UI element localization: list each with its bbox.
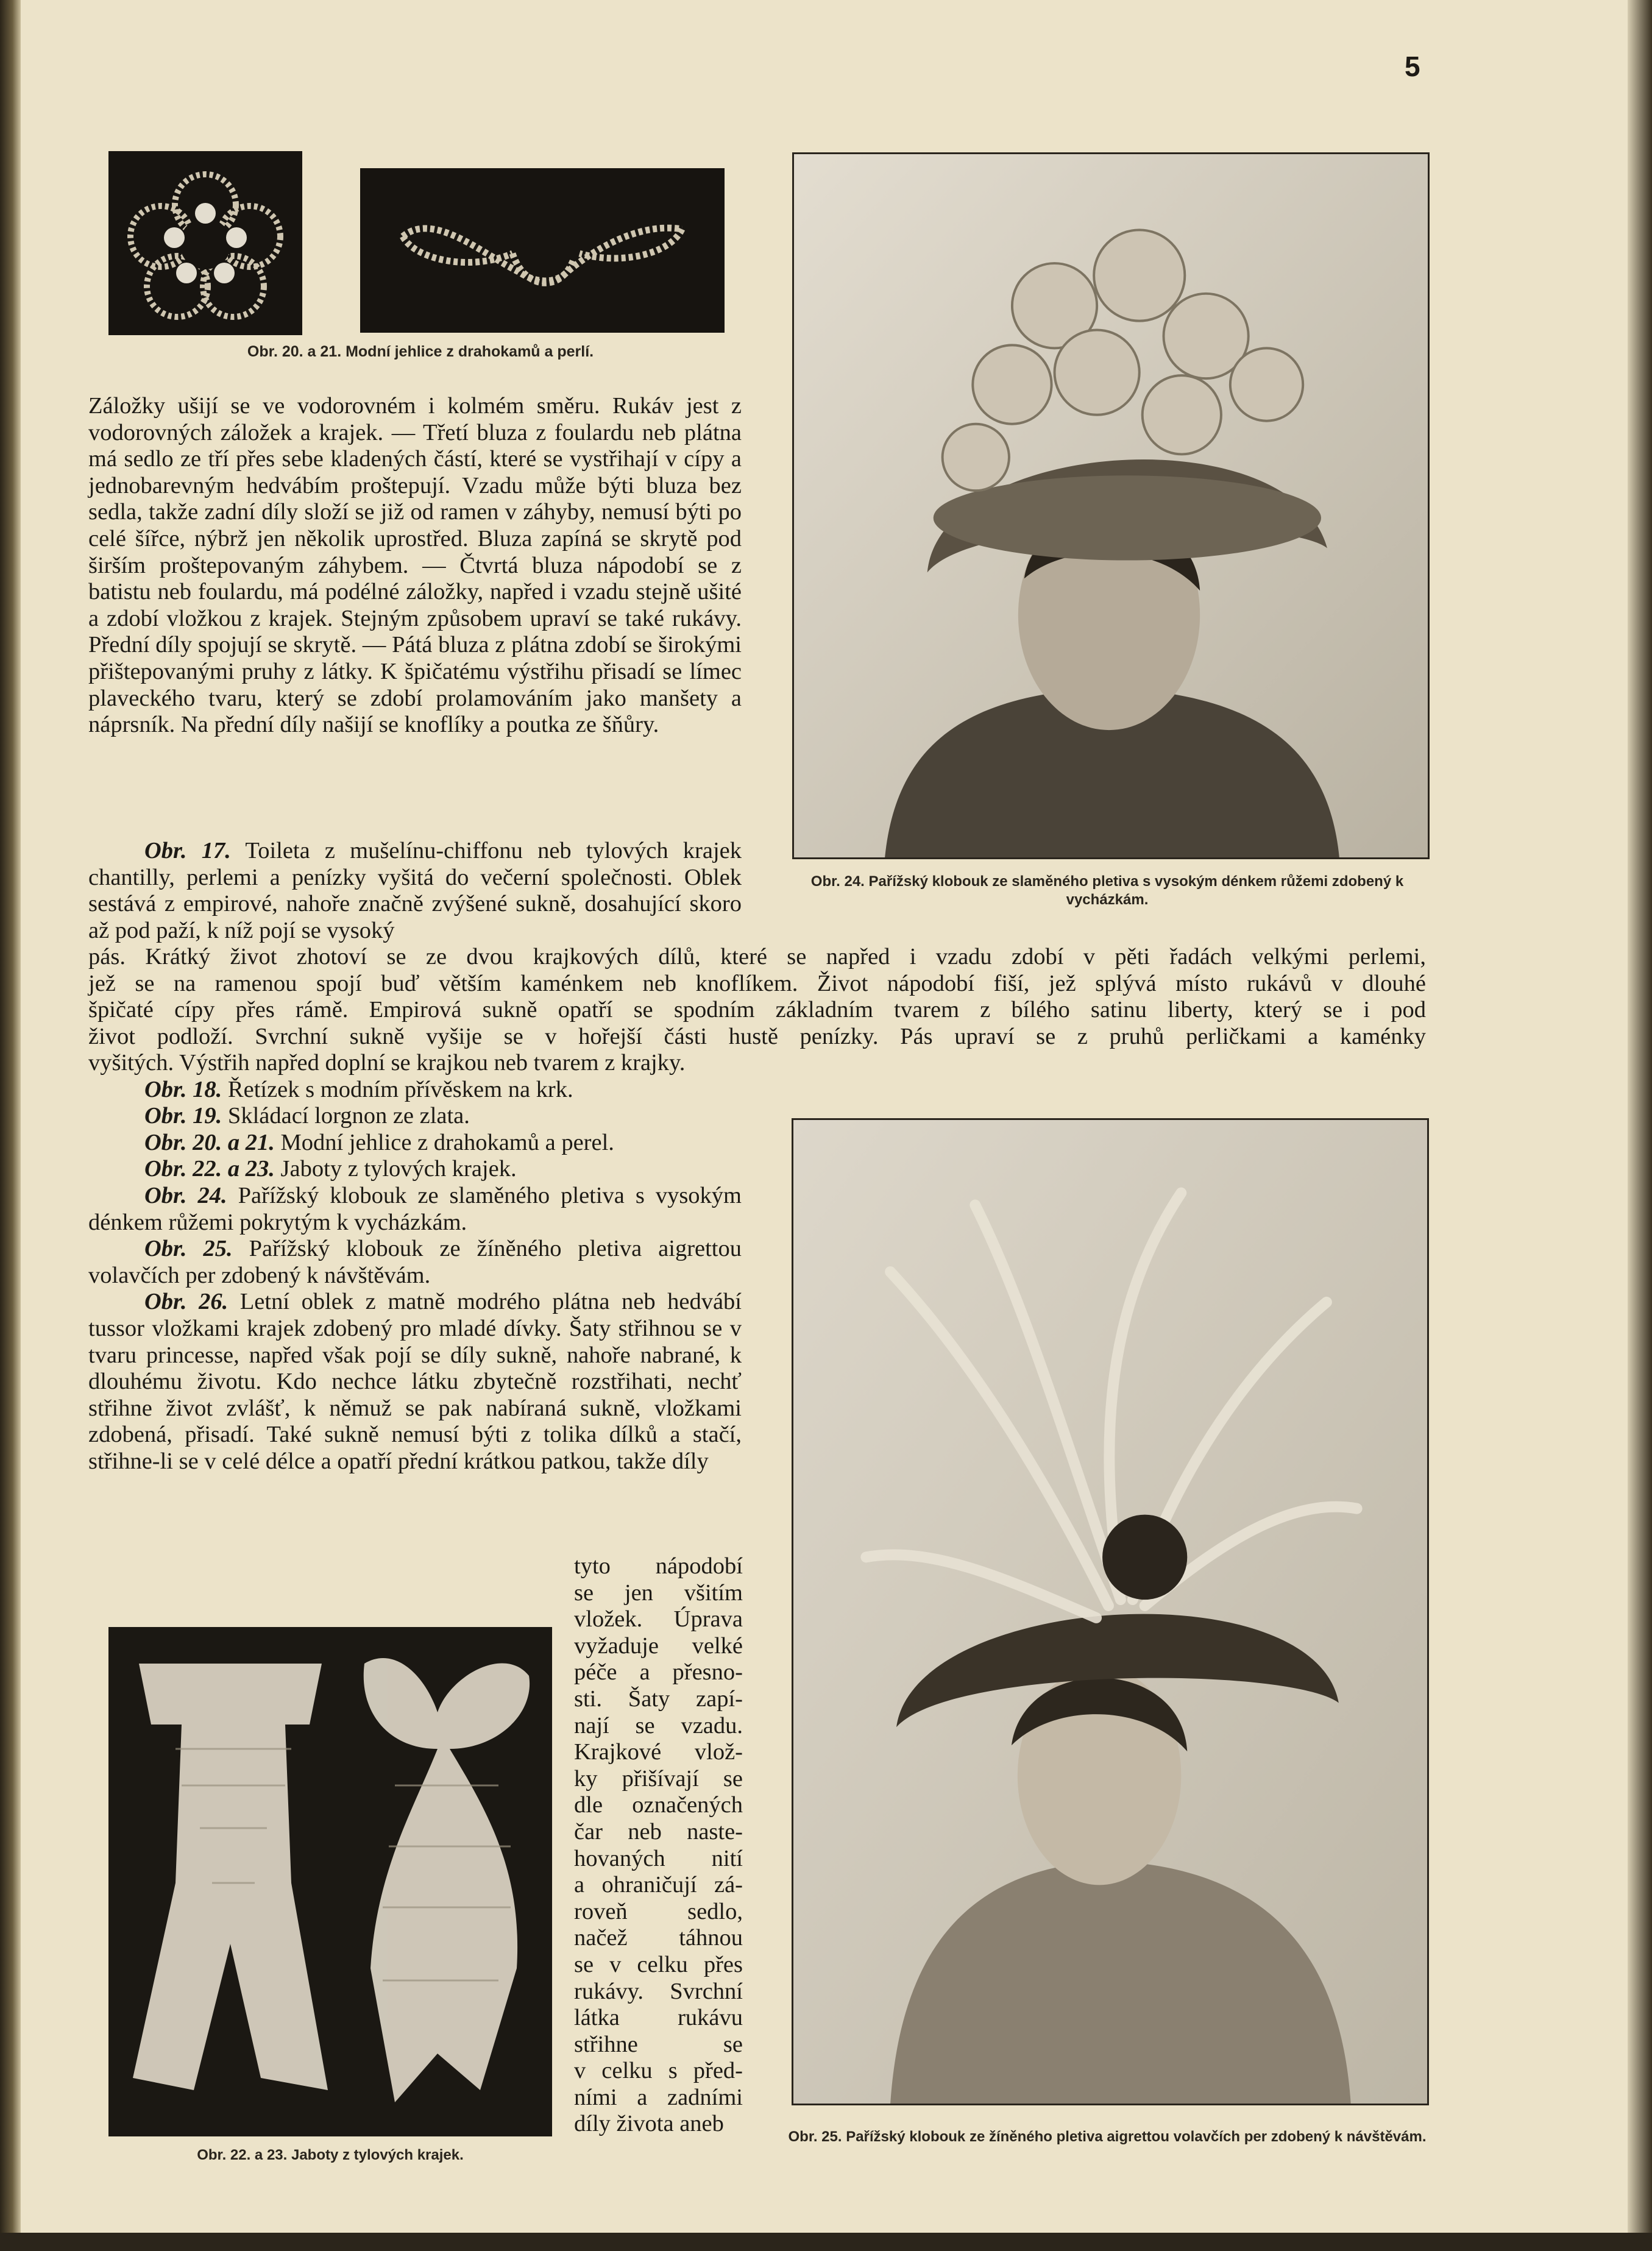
obr19-ref: Obr. 19. (144, 1103, 222, 1129)
obr26-ref: Obr. 26. (144, 1289, 229, 1315)
fig25-hat-portrait (792, 1118, 1429, 2105)
fig21-brooch-photo (360, 168, 725, 333)
narrow-line: roveň sedlo, (574, 1898, 743, 1924)
page-right-edge (1628, 0, 1652, 2251)
narrow-line: vyžaduje velké (574, 1632, 743, 1659)
narrow-line: ními a zadními (574, 2084, 743, 2110)
narrow-line: a ohraničují zá- (574, 1872, 743, 1898)
fig22-23-jabots-photo (108, 1627, 552, 2136)
obr25-text: Pařížský klobouk ze žíněného pletiva aigrettou volavčích per zdobený k návštěvám. (88, 1236, 742, 1288)
fig20-brooch-photo (108, 151, 302, 335)
narrow-line: tyto nápodobí (574, 1553, 743, 1579)
obr18-text: Řetízek s modním přívěskem na krk. (227, 1076, 573, 1102)
obr17-end: vyšitých. Výstřih napřed doplní se krajkou neb tvarem z krajky. (88, 1050, 686, 1076)
narrow-line: se jen všitím (574, 1579, 743, 1606)
fig24-hat-portrait (792, 152, 1430, 859)
para1-text: Záložky ušijí se ve vodorovném i kolmém směru. Rukáv jest z vodorovných záložek a krajek. — Třetí bluza z foulardu neb plátna má sedlo ze tří přes sebe kladených částí, které se vystřihají v cípy a jednobarevným hedvábím proštepují. Vzadu může býti bluza bez sedla, takže zadní díly složí se již od ramen v záhyby, nemusí býti po celé šířce, nýbrž jen několik uprostřed. Bluza zapíná se skrytě pod širším proštepovaným záhybem. — Čtvrtá bluza nápodobí se z batistu neb foulardu, má podélné záložky, napřed i vzadu stejně ušité a zdobí vložkou z krajek. Stejným způsobem upraví se také rukávy. Přední díly spojují se skrytě. — Pátá bluza z plátna zdobí se širokými přištepovanými pruhy z látky. K špičatému výstřihu přisadí se límec plaveckého tvaru, který se zdobí prolamováním jako manšety a náprsník. Na přední díly našijí se knoflíky a poutka ze šňůry. (88, 393, 742, 738)
obr26-text: Letní oblek z matně modrého plátna neb hedvábí tussor vložkami krajek zdobený pro mladé dívky. Šaty střihnou se v tvaru princesse, napřed však pojí se díly sukně, nahoře nabrané, k dlouhému životu. Kdo nechce látku zbytečně rozstřihati, nechť střihne život zvlášť, k němuž se pak nabíraná sukně, vložkami zdobená, přisadí. Také sukně nemusí býti z tolika dílků a stačí, střihne-li se v celé délce a opatří přední krátkou patkou, takže díly (88, 1289, 742, 1474)
obr24-text: Pařížský klobouk ze slaměného pletiva s vysokým dénkem růžemi pokrytým k vycházkám. (88, 1182, 742, 1235)
obr24-ref: Obr. 24. (144, 1182, 227, 1208)
body-narrow-column (574, 1553, 743, 2138)
obr22-ref: Obr. 22. a 23. (144, 1156, 275, 1182)
fig24-caption: Obr. 24. Pařížský klobouk ze slaměného pletiva s vysokým dénkem růžemi zdobený k vycházkám. (810, 873, 1404, 908)
book-binding-edge (0, 0, 21, 2251)
narrow-line: se v celku přes (574, 1951, 743, 1977)
fig20-21-caption: Obr. 20. a 21. Modní jehlice z drahokamů a perlí. (247, 343, 594, 360)
narrow-line: péče a přesno- (574, 1659, 743, 1686)
narrow-line: dle označených (574, 1792, 743, 1818)
obr17-text: Toileta z mušelínu-chiffonu neb tylových krajek chantilly, perlemi a penízky vyšitá do večerní společnosti. Oblek sestává z empirové, nahoře značně zvýšené sukně, dosahující skoro až pod paží, k níž pojí se vysoký (88, 838, 742, 943)
body-lower-column (88, 1050, 742, 1475)
obr18-ref: Obr. 18. (144, 1076, 222, 1102)
body-obr17-column (88, 838, 742, 944)
obr25-ref: Obr. 25. (144, 1236, 233, 1262)
body-para1 (88, 393, 742, 739)
obr19-text: Skládací lorgnon ze zlata. (227, 1103, 470, 1129)
narrow-line: čar neb naste- (574, 1818, 743, 1845)
obr17-line2: jež se na ramenou spojí buď větším kaménkem neb knoflíkem. Život nápodobí fiší, jež splývá místo rukávů v dlouhé (88, 970, 1426, 996)
narrow-line: načež táhnou (574, 1925, 743, 1951)
narrow-line: vložek. Úprava (574, 1606, 743, 1632)
obr20-ref: Obr. 20. a 21. (144, 1129, 275, 1155)
narrow-line: rukávy. Svrchní (574, 1978, 743, 2004)
obr22-text: Jaboty z tylových krajek. (280, 1156, 517, 1182)
narrow-line: Krajkové vlož- (574, 1739, 743, 1765)
obr17-ref: Obr. 17. (144, 838, 231, 863)
narrow-line: sti. Šaty zapí- (574, 1686, 743, 1712)
narrow-line: nají se vzadu. (574, 1712, 743, 1739)
fig25-caption: Obr. 25. Pařížský klobouk ze žíněného pletiva aigrettou volavčích per zdobený k návštěvám. (788, 2129, 1427, 2145)
fig22-23-caption: Obr. 22. a 23. Jaboty z tylových krajek. (197, 2147, 464, 2163)
narrow-line: látka rukávu (574, 2005, 743, 2031)
page-number: 5 (1405, 51, 1420, 82)
page-bottom-edge (0, 2233, 1652, 2251)
narrow-line: ky přišívají se (574, 1765, 743, 1792)
obr17-line1: pás. Krátký život zhotoví se ze dvou krajkových dílů, které se napřed i vzadu zdobí v pěti řadách velkými perlemi, (88, 944, 1426, 970)
obr20-text: Modní jehlice z drahokamů a perel. (280, 1129, 614, 1155)
obr17-line3: špičaté cípy přes rámě. Empirová sukně opatří se spodním základním tvarem z bílého satinu liberty, který se i pod (88, 997, 1426, 1023)
narrow-line: střihne se (574, 2031, 743, 2057)
obr17-line4: život podloží. Svrchní sukně vyšije se v hořejší části hustě penízky. Pás upraví se z pruhů perličkami a kaménky (88, 1023, 1426, 1049)
narrow-line: v celku s před- (574, 2058, 743, 2084)
narrow-line: díly života aneb (574, 2111, 724, 2137)
body-full-width (88, 944, 1426, 1050)
narrow-line: hovaných nití (574, 1845, 743, 1871)
